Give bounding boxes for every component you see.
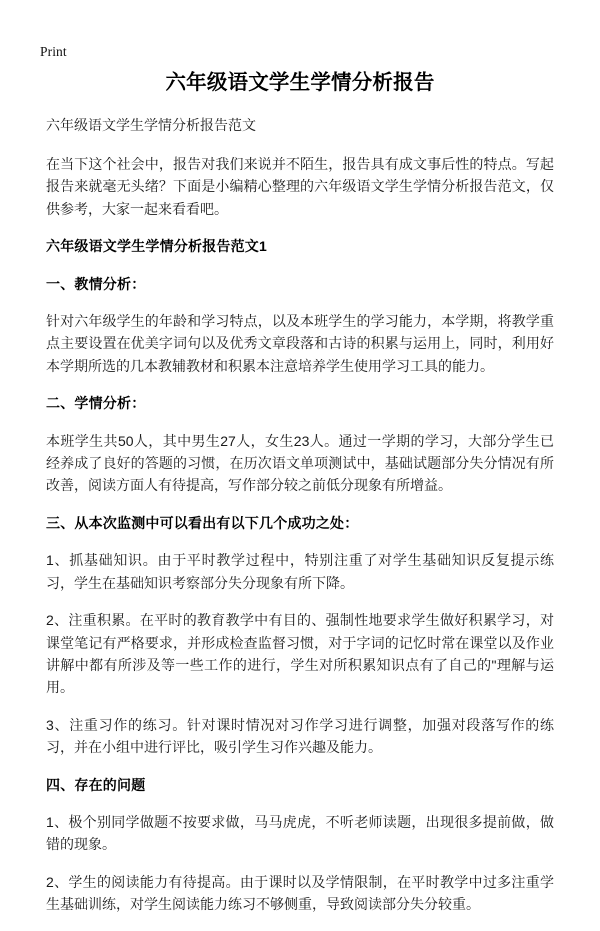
section-4-paragraph-1: 1、极个别同学做题不按要求做，马马虎虎，不听老师读题，出现很多提前做，做错的现象。: [46, 813, 554, 853]
section-3-paragraph-2: 2、注重积累。在平时的教育教学中有目的、强制性地要求学生做好积累学习，对课堂笔记有严格要求，并形成检查监督习惯，对于字词的记忆时常在课堂以及作业讲解中都有所涉及等一些工作的进行，学生对所积累知识点有了自己的"理解与运用。: [46, 612, 554, 696]
document-subtitle: 六年级语文学生学情分析报告范文: [46, 117, 256, 133]
sample-heading: 六年级语文学生学情分析报告范文1: [46, 238, 267, 255]
section-heading-3: 三、从本次监测中可以看出有以下几个成功之处：: [46, 514, 359, 531]
document-page: [0, 68, 600, 931]
section-heading-1: 一、教情分析：: [46, 275, 146, 292]
section-3-paragraph-3: 3、注重习作的练习。针对课时情况对习作学习进行调整，加强对段落写作的练习，并在小组中进行评比，吸引学生习作兴趣及能力。: [46, 716, 554, 756]
section-2-paragraph-1: 本班学生共50人，其中男生27人，女生23人。通过一学期的学习，大部分学生已经养成了良好的答题的习惯，在历次语文单项测试中，基础试题部分失分情况有所改善，阅读方面人有待提高，写作部分较之前低分现象有所增益。: [46, 432, 554, 494]
print-label[interactable]: Print: [40, 44, 67, 59]
section-1-paragraph-1: 针对六年级学生的年龄和学习特点，以及本班学生的学习能力，本学期，将教学重点主要设置在优美字词句以及优秀文章段落和古诗的积累与运用上，同时，利用好本学期所选的几本教辅教材和积累本注意培养学生使用学习工具的能力。: [46, 313, 554, 374]
intro-paragraph: 在当下这个社会中，报告对我们来说并不陌生，报告具有成文事后性的特点。写起报告来就毫无头绪？下面是小编精心整理的六年级语文学生学情分析报告范文，仅供参考，大家一起来看看吧。: [46, 156, 554, 217]
section-4-paragraph-2: 2、学生的阅读能力有待提高。由于课时以及学情限制，在平时教学中过多注重学生基础训练，对学生阅读能力练习不够侧重，导致阅读部分失分较重。: [46, 873, 554, 913]
page-title: 六年级语文学生学情分析报告: [165, 71, 435, 94]
section-3-paragraph-1: 1、抓基础知识。由于平时教学过程中，特别注重了对学生基础知识反复提示练习，学生在基础知识考察部分失分现象有所下降。: [46, 552, 554, 591]
section-heading-4: 四、存在的问题: [46, 776, 146, 793]
section-heading-2: 二、学情分析：: [46, 395, 146, 412]
